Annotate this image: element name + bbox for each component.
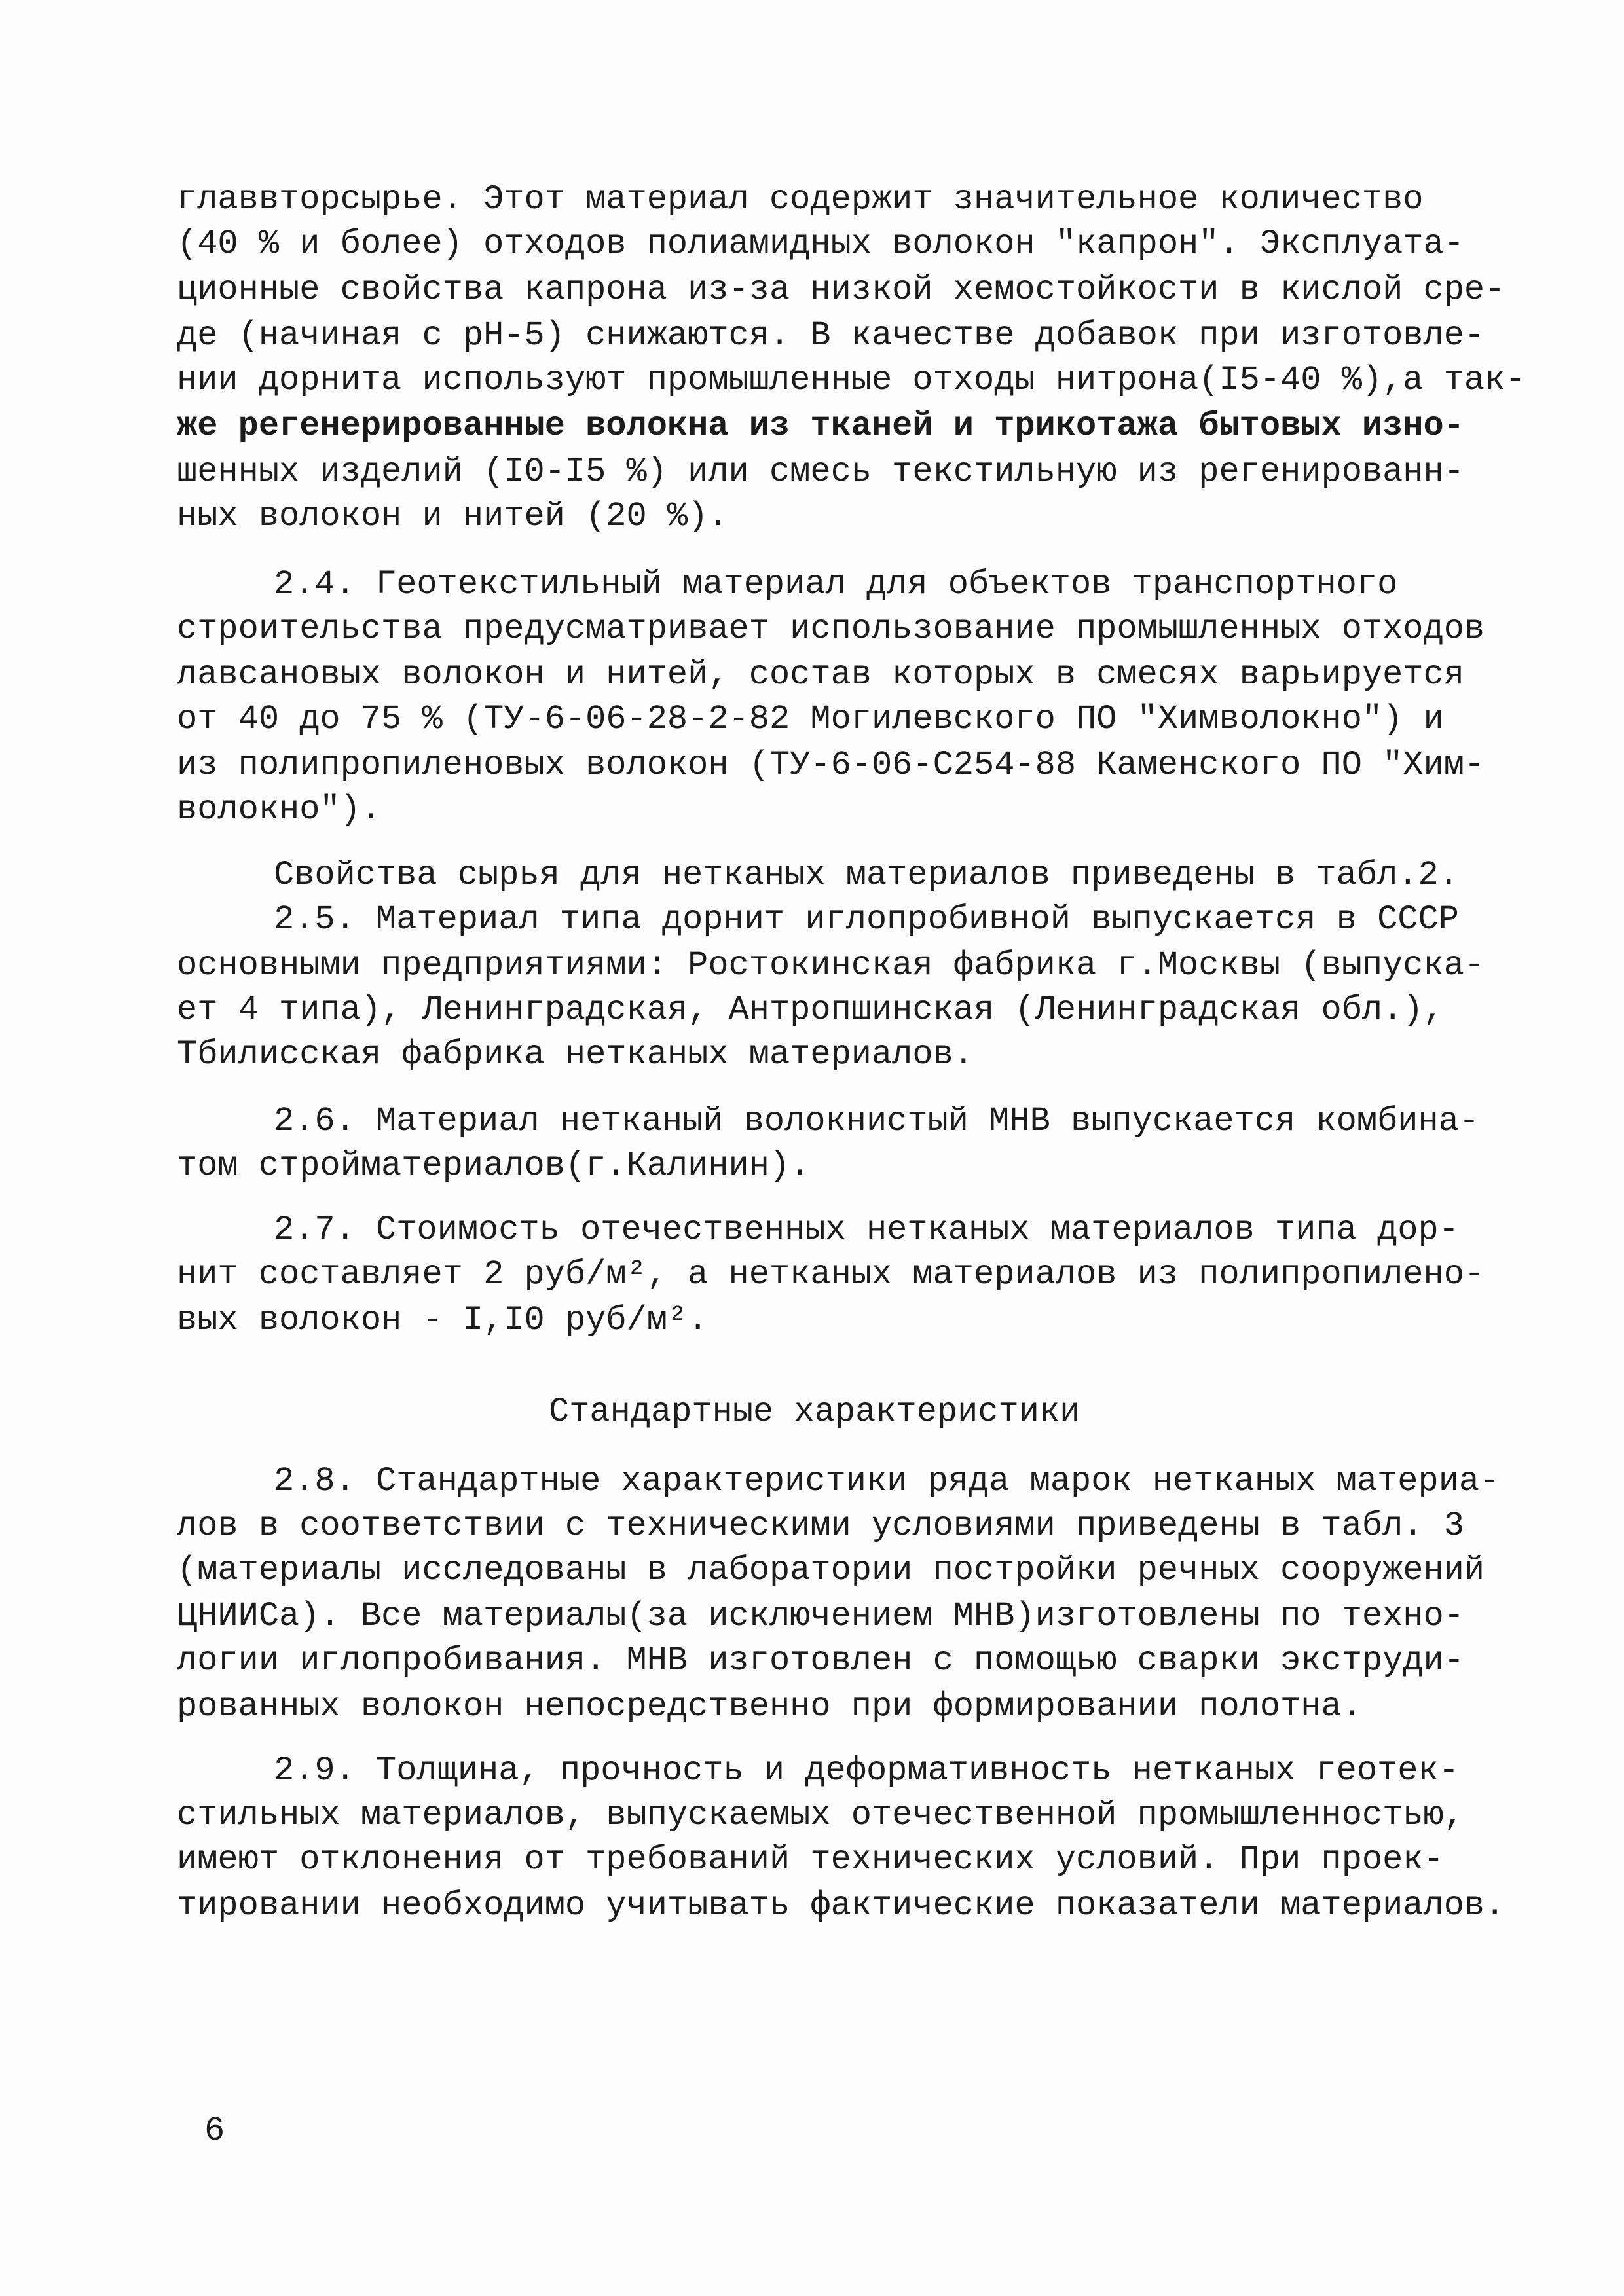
text-line: ционные свойства капрона из-за низкой хемостойкости в кислой сре-	[177, 270, 1505, 309]
text-line: логии иглопробивания. МНВ изготовлен с помощью сварки экструди-	[177, 1641, 1464, 1680]
text-line: (40 % и более) отходов полиамидных волокон "капрон". Эксплуата-	[177, 225, 1464, 263]
text-line: имеют отклонения от требований технических условий. При проек-	[177, 1840, 1444, 1879]
text-line: (материалы исследованы в лаборатории постройки речных сооружений	[177, 1551, 1485, 1590]
text-line: основными предприятиями: Ростокинская фабрика г.Москвы (выпуска-	[177, 946, 1485, 985]
text-line: главвторсырье. Этот материал содержит значительное количество	[177, 180, 1424, 219]
text-line: же регенерированные волокна из тканей и трикотажа бытовых изно-	[177, 407, 1464, 445]
text-line: от 40 до 75 % (ТУ-6-06-28-2-82 Могилевского ПО "Химволокно") и	[177, 700, 1444, 738]
text-line: ных волокон и нитей (20 %).	[177, 497, 729, 536]
text-line: ет 4 типа), Ленинградская, Антропшинская (Ленинградская обл.),	[177, 991, 1444, 1029]
text-line: из полипропиленовых волокон (ТУ-6-06-С254-88 Каменского ПО "Хим-	[177, 746, 1485, 784]
paragraph-2-9-start: 2.9. Толщина, прочность и деформативность нетканых геотек-	[274, 1751, 1459, 1790]
raw-material-table-reference: Свойства сырья для нетканых материалов приведены в табл.2.	[274, 856, 1459, 894]
text-line: строительства предусматривает использование промышленных отходов	[177, 610, 1485, 648]
paragraph-2-6-start: 2.6. Материал нетканый волокнистый МНВ выпускается комбина-	[274, 1102, 1480, 1140]
paragraph-2-8-start: 2.8. Стандартные характеристики ряда марок нетканых материа-	[274, 1462, 1500, 1501]
text-line: вых волокон - I,I0 руб/м².	[177, 1301, 709, 1339]
text-line: лов в соответствии с техническими условиями приведены в табл. 3	[177, 1506, 1464, 1545]
section-heading: Стандартные характеристики	[549, 1393, 1080, 1431]
text-line: волокно").	[177, 790, 382, 829]
text-line: ЦНИИСа). Все материалы(за исключением МНВ)изготовлены по техно-	[177, 1597, 1464, 1635]
text-line: стильных материалов, выпускаемых отечественной промышленностью,	[177, 1796, 1464, 1834]
text-line: Тбилисская фабрика нетканых материалов.	[177, 1035, 974, 1074]
text-line: шенных изделий (I0-I5 %) или смесь текстильную из регенированн-	[177, 452, 1464, 491]
paragraph-2-4-start: 2.4. Геотекстильный материал для объектов транспортного	[274, 565, 1398, 604]
paragraph-2-5-start: 2.5. Материал типа дорнит иглопробивной выпускается в СССР	[274, 900, 1459, 939]
text-line: том стройматериалов(г.Калинин).	[177, 1146, 811, 1185]
text-line: лавсановых волокон и нитей, состав которых в смесях варьируется	[177, 655, 1464, 694]
text-line: рованных волокон непосредственно при формировании полотна.	[177, 1687, 1362, 1726]
text-line: де (начиная с рН-5) снижаются. В качестве добавок при изготовле-	[177, 316, 1485, 355]
text-line: нит составляет 2 руб/м², а нетканых материалов из полипропилено-	[177, 1255, 1485, 1294]
page-number: 6	[204, 2111, 225, 2150]
text-line: нии дорнита используют промышленные отходы нитрона(I5-40 %),а так-	[177, 361, 1526, 399]
text-line: тировании необходимо учитывать фактические показатели материалов.	[177, 1886, 1505, 1925]
paragraph-2-7-start: 2.7. Стоимость отечественных нетканых материалов типа дор-	[274, 1211, 1459, 1249]
